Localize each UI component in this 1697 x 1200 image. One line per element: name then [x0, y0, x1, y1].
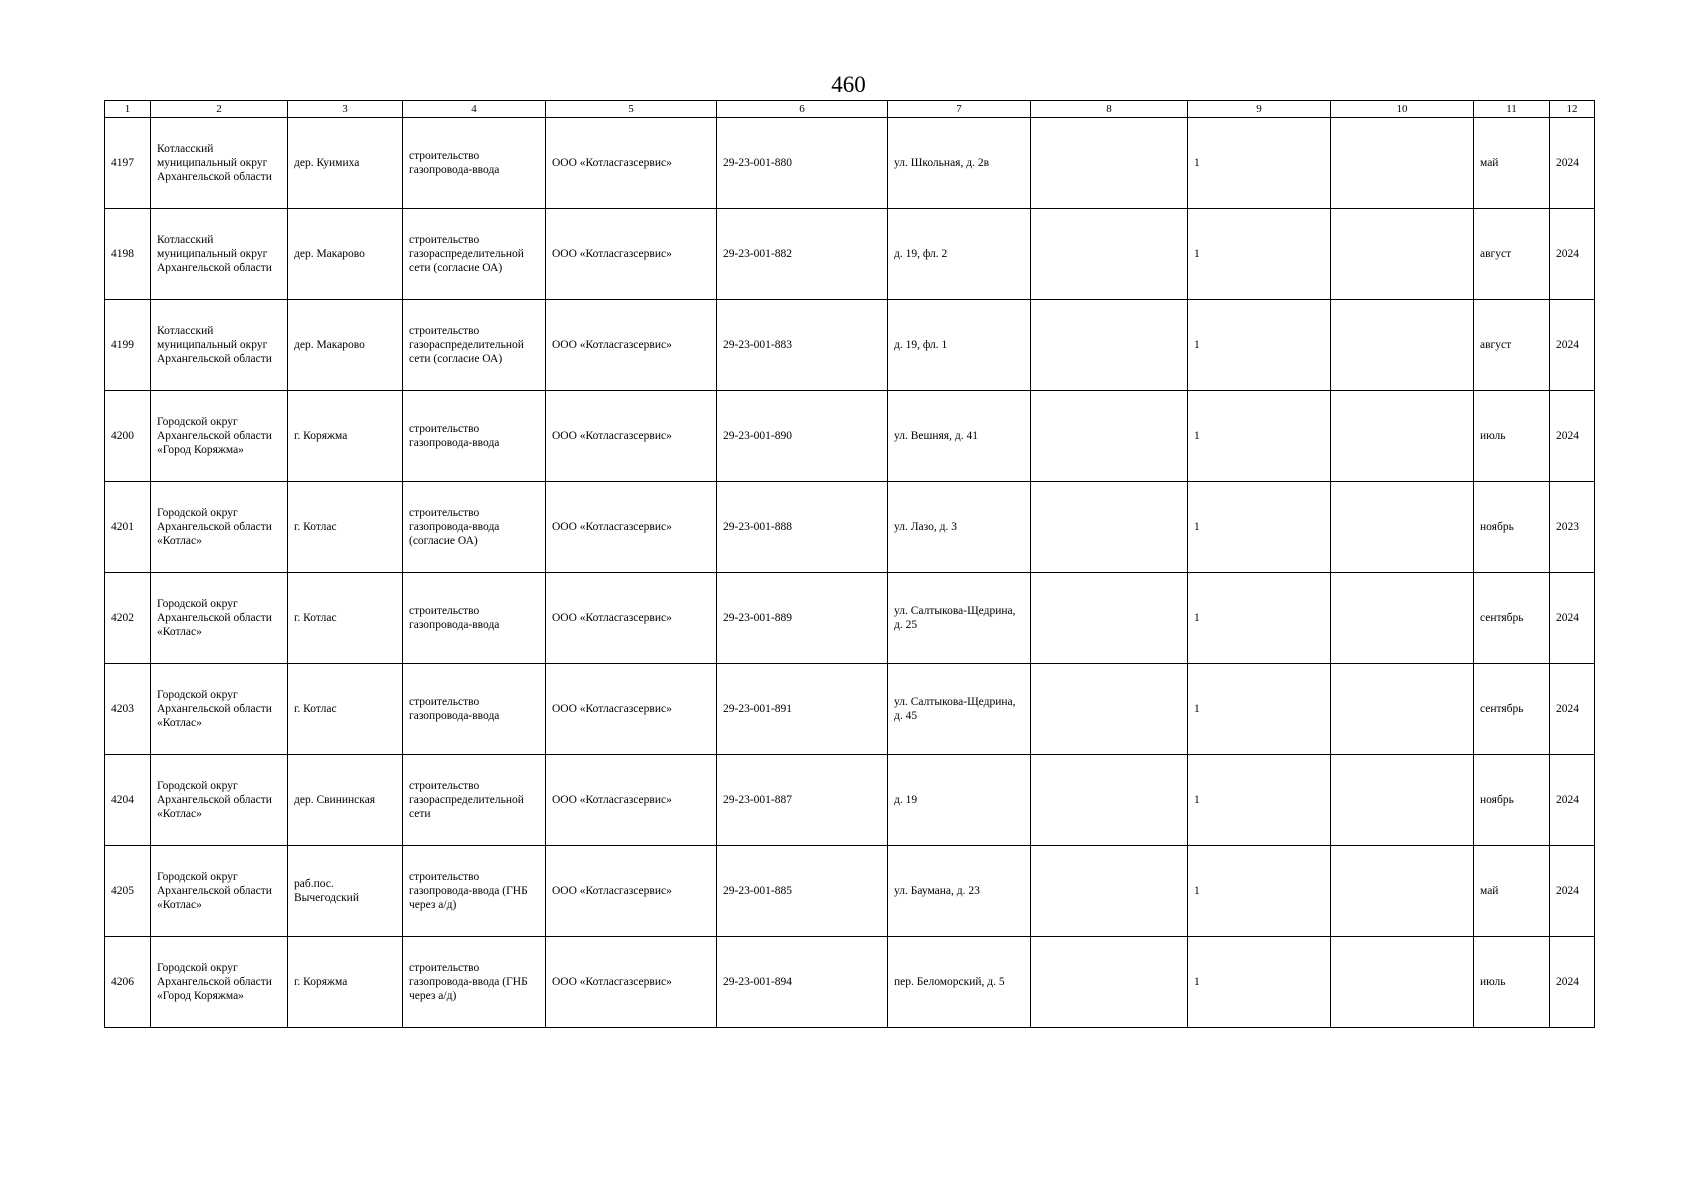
page-number: 460 — [831, 72, 866, 97]
municipality-cell: Городской округ Архангельской области «Котлас» — [151, 482, 288, 573]
work-type-cell: строительство газопровода-ввода — [403, 573, 546, 664]
row-number-cell: 4198 — [105, 209, 151, 300]
organization-cell: ООО «Котласгазсервис» — [546, 300, 717, 391]
row-number-cell: 4202 — [105, 573, 151, 664]
organization-cell: ООО «Котласгазсервис» — [546, 118, 717, 209]
month-cell: сентябрь — [1474, 573, 1550, 664]
settlement-cell: раб.пос. Вычегодский — [288, 846, 403, 937]
row-number-cell: 4199 — [105, 300, 151, 391]
work-type-cell: строительство газопровода-ввода — [403, 118, 546, 209]
column-header: 4 — [403, 101, 546, 118]
organization-cell: ООО «Котласгазсервис» — [546, 846, 717, 937]
reg-number-cell: 29-23-001-888 — [717, 482, 888, 573]
count-cell: 1 — [1188, 755, 1331, 846]
municipality-cell: Городской округ Архангельской области «Котлас» — [151, 664, 288, 755]
settlement-cell: дер. Свининская — [288, 755, 403, 846]
settlement-cell: дер. Куимиха — [288, 118, 403, 209]
settlement-cell: г. Коряжма — [288, 391, 403, 482]
reg-number-cell: 29-23-001-883 — [717, 300, 888, 391]
month-cell: август — [1474, 209, 1550, 300]
settlement-cell: г. Котлас — [288, 573, 403, 664]
reg-number-cell: 29-23-001-887 — [717, 755, 888, 846]
column-header: 11 — [1474, 101, 1550, 118]
month-cell: ноябрь — [1474, 755, 1550, 846]
organization-cell: ООО «Котласгазсервис» — [546, 391, 717, 482]
col8-cell — [1031, 664, 1188, 755]
count-cell: 1 — [1188, 118, 1331, 209]
column-header: 6 — [717, 101, 888, 118]
work-type-cell: строительство газопровода-ввода (ГНБ через а/д) — [403, 937, 546, 1028]
month-cell: сентябрь — [1474, 664, 1550, 755]
table-row — [105, 755, 1595, 846]
row-number-cell: 4203 — [105, 664, 151, 755]
year-cell: 2024 — [1550, 118, 1595, 209]
settlement-cell: г. Коряжма — [288, 937, 403, 1028]
col8-cell — [1031, 209, 1188, 300]
row-number-cell: 4200 — [105, 391, 151, 482]
year-cell: 2024 — [1550, 209, 1595, 300]
header-row — [105, 101, 1595, 118]
row-number-cell: 4205 — [105, 846, 151, 937]
reg-number-cell: 29-23-001-894 — [717, 937, 888, 1028]
col10-cell — [1331, 937, 1474, 1028]
row-number-cell: 4204 — [105, 755, 151, 846]
count-cell: 1 — [1188, 846, 1331, 937]
column-header: 12 — [1550, 101, 1595, 118]
organization-cell: ООО «Котласгазсервис» — [546, 209, 717, 300]
organization-cell: ООО «Котласгазсервис» — [546, 664, 717, 755]
address-cell: ул. Салтыкова-Щедрина, д. 25 — [888, 573, 1031, 664]
column-header: 8 — [1031, 101, 1188, 118]
table-row — [105, 937, 1595, 1028]
month-cell: август — [1474, 300, 1550, 391]
table-row — [105, 664, 1595, 755]
municipality-cell: Котласский муниципальный округ Архангельской области — [151, 118, 288, 209]
col8-cell — [1031, 391, 1188, 482]
municipality-cell: Котласский муниципальный округ Архангельской области — [151, 300, 288, 391]
col10-cell — [1331, 482, 1474, 573]
year-cell: 2023 — [1550, 482, 1595, 573]
settlement-cell: г. Котлас — [288, 664, 403, 755]
reg-number-cell: 29-23-001-880 — [717, 118, 888, 209]
table-row — [105, 482, 1595, 573]
col10-cell — [1331, 118, 1474, 209]
table-row — [105, 846, 1595, 937]
address-cell: д. 19, фл. 1 — [888, 300, 1031, 391]
col8-cell — [1031, 573, 1188, 664]
organization-cell: ООО «Котласгазсервис» — [546, 482, 717, 573]
count-cell: 1 — [1188, 664, 1331, 755]
municipality-cell: Котласский муниципальный округ Архангельской области — [151, 209, 288, 300]
table-row — [105, 573, 1595, 664]
col8-cell — [1031, 846, 1188, 937]
organization-cell: ООО «Котласгазсервис» — [546, 573, 717, 664]
year-cell: 2024 — [1550, 573, 1595, 664]
reg-number-cell: 29-23-001-891 — [717, 664, 888, 755]
work-type-cell: строительство газопровода-ввода (ГНБ через а/д) — [403, 846, 546, 937]
month-cell: май — [1474, 118, 1550, 209]
address-cell: д. 19 — [888, 755, 1031, 846]
year-cell: 2024 — [1550, 937, 1595, 1028]
col10-cell — [1331, 664, 1474, 755]
column-header: 2 — [151, 101, 288, 118]
settlement-cell: г. Котлас — [288, 482, 403, 573]
reg-number-cell: 29-23-001-885 — [717, 846, 888, 937]
col10-cell — [1331, 755, 1474, 846]
municipality-cell: Городской округ Архангельской области «Котлас» — [151, 755, 288, 846]
col10-cell — [1331, 300, 1474, 391]
registry-table — [104, 100, 1595, 1028]
reg-number-cell: 29-23-001-889 — [717, 573, 888, 664]
year-cell: 2024 — [1550, 391, 1595, 482]
work-type-cell: строительство газораспределительной сети — [403, 755, 546, 846]
count-cell: 1 — [1188, 300, 1331, 391]
col10-cell — [1331, 391, 1474, 482]
table-row — [105, 391, 1595, 482]
work-type-cell: строительство газораспределительной сети (согласие ОА) — [403, 209, 546, 300]
address-cell: ул. Вешняя, д. 41 — [888, 391, 1031, 482]
row-number-cell: 4206 — [105, 937, 151, 1028]
table-row — [105, 300, 1595, 391]
settlement-cell: дер. Макарово — [288, 300, 403, 391]
col10-cell — [1331, 209, 1474, 300]
year-cell: 2024 — [1550, 846, 1595, 937]
work-type-cell: строительство газопровода-ввода (согласие ОА) — [403, 482, 546, 573]
month-cell: июль — [1474, 937, 1550, 1028]
col10-cell — [1331, 573, 1474, 664]
month-cell: июль — [1474, 391, 1550, 482]
column-header: 1 — [105, 101, 151, 118]
month-cell: ноябрь — [1474, 482, 1550, 573]
count-cell: 1 — [1188, 573, 1331, 664]
table-row — [105, 209, 1595, 300]
year-cell: 2024 — [1550, 664, 1595, 755]
column-header: 3 — [288, 101, 403, 118]
address-cell: ул. Школьная, д. 2в — [888, 118, 1031, 209]
column-header: 5 — [546, 101, 717, 118]
municipality-cell: Городской округ Архангельской области «Город Коряжма» — [151, 391, 288, 482]
address-cell: ул. Баумана, д. 23 — [888, 846, 1031, 937]
address-cell: ул. Салтыкова-Щедрина, д. 45 — [888, 664, 1031, 755]
col8-cell — [1031, 118, 1188, 209]
row-number-cell: 4197 — [105, 118, 151, 209]
count-cell: 1 — [1188, 391, 1331, 482]
address-cell: ул. Лазо, д. 3 — [888, 482, 1031, 573]
col8-cell — [1031, 482, 1188, 573]
organization-cell: ООО «Котласгазсервис» — [546, 937, 717, 1028]
table-row — [105, 118, 1595, 209]
work-type-cell: строительство газораспределительной сети (согласие ОА) — [403, 300, 546, 391]
year-cell: 2024 — [1550, 300, 1595, 391]
col8-cell — [1031, 755, 1188, 846]
col10-cell — [1331, 846, 1474, 937]
organization-cell: ООО «Котласгазсервис» — [546, 755, 717, 846]
work-type-cell: строительство газопровода-ввода — [403, 391, 546, 482]
count-cell: 1 — [1188, 482, 1331, 573]
municipality-cell: Городской округ Архангельской области «Котлас» — [151, 846, 288, 937]
municipality-cell: Городской округ Архангельской области «Город Коряжма» — [151, 937, 288, 1028]
col8-cell — [1031, 300, 1188, 391]
reg-number-cell: 29-23-001-890 — [717, 391, 888, 482]
address-cell: д. 19, фл. 2 — [888, 209, 1031, 300]
work-type-cell: строительство газопровода-ввода — [403, 664, 546, 755]
year-cell: 2024 — [1550, 755, 1595, 846]
reg-number-cell: 29-23-001-882 — [717, 209, 888, 300]
count-cell: 1 — [1188, 937, 1331, 1028]
column-header: 7 — [888, 101, 1031, 118]
count-cell: 1 — [1188, 209, 1331, 300]
settlement-cell: дер. Макарово — [288, 209, 403, 300]
month-cell: май — [1474, 846, 1550, 937]
row-number-cell: 4201 — [105, 482, 151, 573]
column-header: 9 — [1188, 101, 1331, 118]
address-cell: пер. Беломорский, д. 5 — [888, 937, 1031, 1028]
municipality-cell: Городской округ Архангельской области «Котлас» — [151, 573, 288, 664]
column-header: 10 — [1331, 101, 1474, 118]
col8-cell — [1031, 937, 1188, 1028]
